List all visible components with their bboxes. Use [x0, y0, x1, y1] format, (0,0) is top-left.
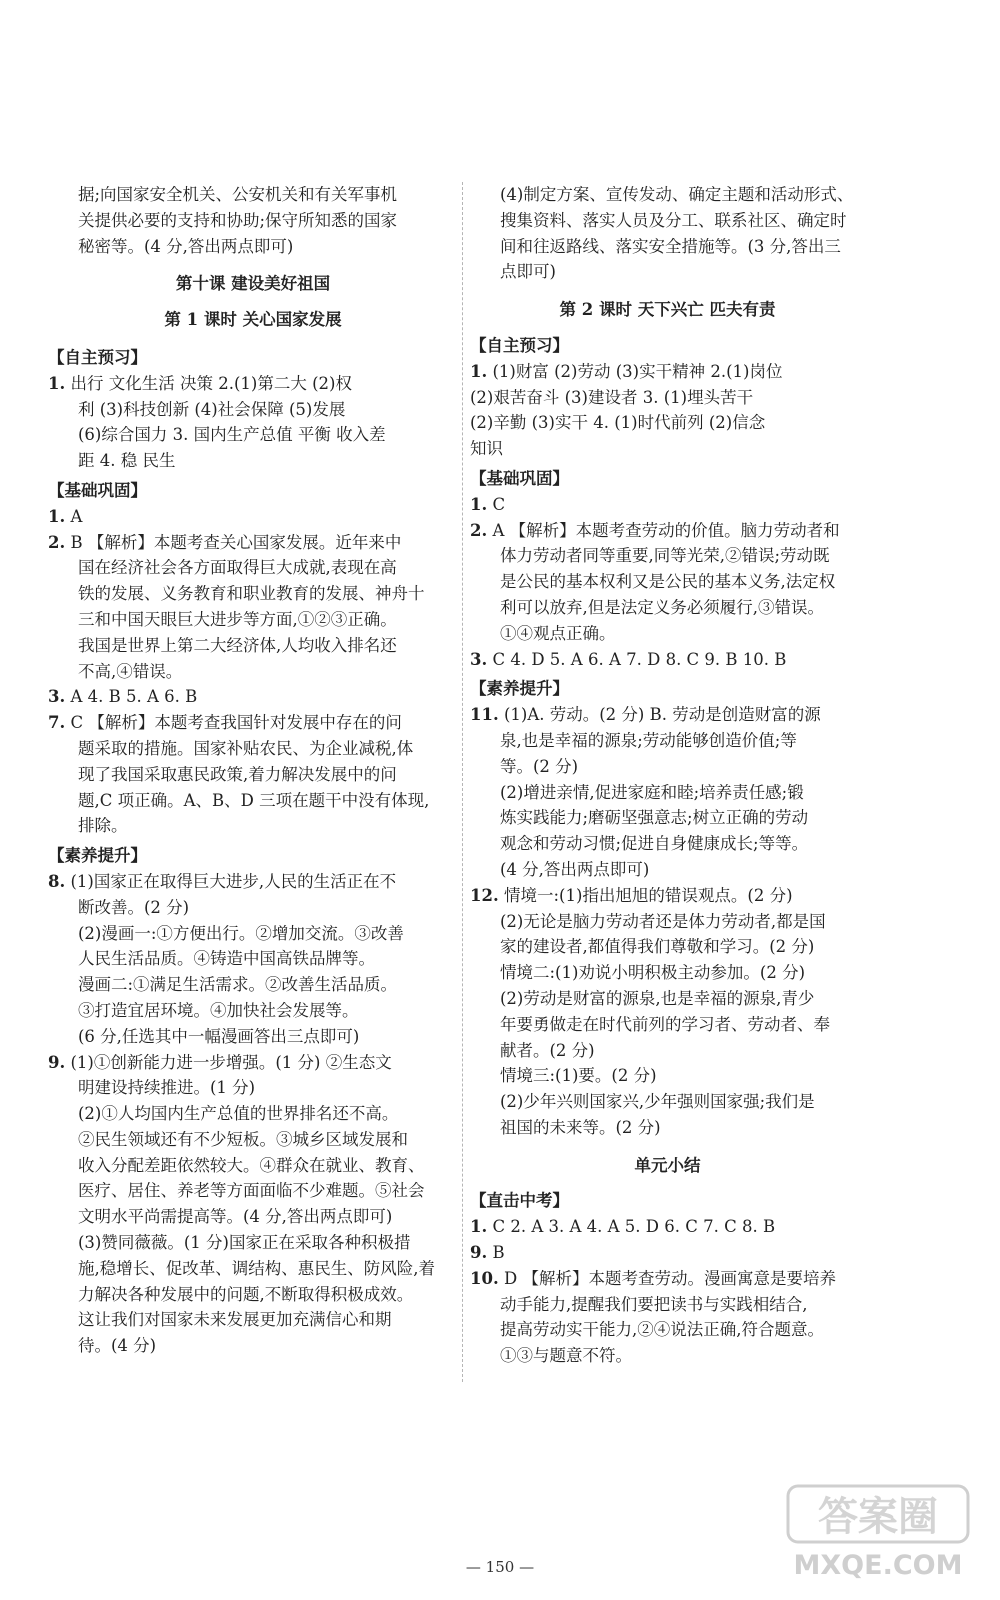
- right-line: [470, 208, 865, 234]
- left-line: [48, 1282, 458, 1308]
- line-text: 医疗、居住、养老等方面面临不少难题。⑤社会: [78, 1181, 425, 1201]
- line-text: 排除。: [78, 816, 128, 836]
- right-line: [470, 595, 865, 621]
- line-text: 关提供必要的支持和协助;保守所知悉的国家: [78, 210, 398, 230]
- right-line: [470, 1292, 865, 1318]
- line-text: 【素养提升】: [470, 679, 569, 699]
- line-text: ③打造宜居环境。④加快社会发展等。: [78, 1000, 359, 1020]
- right-line: [470, 569, 865, 595]
- right-line: [470, 234, 865, 260]
- line-text: 情境一:(1)指出旭旭的错误观点。(2 分): [498, 885, 793, 905]
- line-text: B: [487, 1243, 505, 1263]
- line-text: (1)国家正在取得巨大进步,人民的生活正在不: [65, 871, 397, 891]
- left-line: [48, 869, 458, 895]
- right-line: [470, 1063, 865, 1089]
- right-line: [470, 780, 865, 806]
- right-line: [470, 1343, 865, 1369]
- line-text: 知识: [470, 439, 503, 459]
- right-line: [470, 934, 865, 960]
- line-text: 断改善。(2 分): [78, 897, 190, 917]
- left-line: [48, 921, 458, 947]
- question-number: 1.: [48, 506, 66, 526]
- line-text: (2)少年兴则国家兴,少年强则国家强;我们是: [500, 1092, 815, 1112]
- right-line: [470, 676, 865, 702]
- question-number: 9.: [48, 1052, 66, 1072]
- left-line: [48, 504, 458, 530]
- line-text: 我国是世界上第二大经济体,人均收入排名还: [78, 635, 397, 655]
- left-line: [48, 307, 458, 333]
- left-line: [48, 1024, 458, 1050]
- line-text: D 【解析】本题考查劳动。漫画寓意是要培养: [498, 1268, 836, 1288]
- line-text: 【基础巩固】: [470, 468, 569, 488]
- line-text: 【素养提升】: [48, 846, 147, 866]
- left-line: [48, 762, 458, 788]
- right-line: [470, 410, 865, 436]
- line-text: 利可以放弃,但是法定义务必须履行,③错误。: [500, 597, 824, 617]
- line-text: 漫画二:①满足生活需求。②改善生活品质。: [78, 975, 398, 995]
- line-text: 泉,也是幸福的源泉;劳动能够创造价值;等: [500, 730, 797, 750]
- left-line: [48, 581, 458, 607]
- line-text: (3)赞同薇薇。(1 分)国家正在采取各种积极措: [78, 1233, 411, 1253]
- right-line: [470, 1012, 865, 1038]
- question-number: 12.: [470, 885, 499, 905]
- line-text: 三和中国天眼巨大进步等方面,①②③正确。: [78, 609, 397, 629]
- right-line: [470, 1240, 865, 1266]
- line-text: 据;向国家安全机关、公安机关和有关军事机: [78, 185, 398, 204]
- left-line: [48, 1333, 458, 1359]
- question-number: 1.: [470, 1217, 488, 1237]
- left-line: [48, 607, 458, 633]
- line-text: 第 2 课时 天下兴亡 匹夫有责: [559, 300, 776, 320]
- right-line: [470, 1188, 865, 1214]
- line-text: 祖国的未来等。(2 分): [500, 1117, 661, 1137]
- line-text: 出行 文化生活 决策 2.(1)第二大 (2)权: [65, 373, 352, 393]
- question-number: 2.: [48, 532, 66, 552]
- left-line: [48, 530, 458, 556]
- left-line: [48, 1050, 458, 1076]
- right-line: [470, 1038, 865, 1064]
- line-text: 观念和劳动习惯;促进自身健康成长;等等。: [500, 834, 809, 854]
- line-text: 单元小结: [634, 1155, 701, 1175]
- line-text: 间和往返路线、落实安全措施等。(3 分,答出三: [500, 236, 841, 256]
- right-line: [470, 182, 865, 208]
- line-text: (2)漫画一:①方便出行。②增加交流。③改善: [78, 923, 404, 943]
- question-number: 3.: [48, 687, 66, 707]
- line-text: ①③与题意不符。: [500, 1346, 632, 1366]
- line-text: 施,稳增长、促改革、调结构、惠民生、防风险,着: [78, 1258, 435, 1278]
- right-line: [470, 466, 865, 492]
- line-text: 情境二:(1)劝说小明积极主动参加。(2 分): [500, 963, 806, 983]
- question-number: 7.: [48, 713, 66, 733]
- line-text: (4 分,答出两点即可): [500, 859, 650, 879]
- line-text: 【基础巩固】: [48, 480, 147, 500]
- line-text: (2)①人均国内生产总值的世界排名还不高。: [78, 1104, 399, 1124]
- line-text: C 【解析】本题考查我国针对发展中存在的问: [65, 713, 402, 733]
- line-text: 不高,④错误。: [78, 661, 183, 681]
- left-line: [48, 478, 458, 504]
- line-text: (6 分,任选其中一幅漫画答出三点即可): [78, 1026, 360, 1046]
- line-text: 这让我们对国家未来发展更加充满信心和期: [78, 1310, 392, 1330]
- line-text: (2)艰苦奋斗 (3)建设者 3. (1)埋头苦干: [470, 387, 754, 407]
- line-text: 距 4. 稳 民生: [78, 451, 176, 471]
- right-line: [470, 1115, 865, 1141]
- left-line: [48, 972, 458, 998]
- right-line: [470, 754, 865, 780]
- left-line: [48, 397, 458, 423]
- page-number: — 150 —: [465, 1558, 535, 1576]
- right-line: [470, 805, 865, 831]
- watermark-logo-text: 答案圈: [818, 1494, 938, 1540]
- line-text: 第 1 课时 关心国家发展: [164, 310, 342, 330]
- question-number: 2.: [470, 520, 488, 540]
- question-number: 9.: [470, 1243, 488, 1263]
- watermark-url: MXQE.COM: [793, 1550, 963, 1581]
- line-text: 【自主预习】: [470, 335, 569, 355]
- left-line: [48, 422, 458, 448]
- left-line: [48, 736, 458, 762]
- line-text: 题,C 项正确。A、B、D 三项在题干中没有体现,: [78, 790, 430, 810]
- left-line: [48, 813, 458, 839]
- right-line: [470, 518, 865, 544]
- line-text: (1)财富 (2)劳动 (3)实干精神 2.(1)岗位: [487, 361, 783, 381]
- line-text: 【直击中考】: [470, 1191, 569, 1211]
- line-text: 提高劳动实干能力,②④说法正确,符合题意。: [500, 1320, 824, 1340]
- line-text: A 【解析】本题考查劳动的价值。脑力劳动者和: [487, 520, 840, 540]
- right-line: [470, 436, 865, 462]
- question-number: 3.: [470, 649, 488, 669]
- left-line: [48, 1127, 458, 1153]
- left-line: [48, 1178, 458, 1204]
- line-text: A: [65, 506, 83, 526]
- line-text: (2)劳动是财富的源泉,也是幸福的源泉,青少: [500, 988, 815, 1008]
- question-number: 1.: [470, 361, 488, 381]
- left-line: [48, 1075, 458, 1101]
- line-text: 人民生活品质。④铸造中国高铁品牌等。: [78, 949, 375, 969]
- line-text: B 【解析】本题考查关心国家发展。近年来中: [65, 532, 402, 552]
- line-text: (6)综合国力 3. 国内生产总值 平衡 收入差: [78, 425, 386, 445]
- line-text: ①④观点正确。: [500, 623, 616, 643]
- line-text: 力解决各种发展中的问题,不断取得积极成效。: [78, 1284, 414, 1304]
- line-text: 动手能力,提醒我们要把读书与实践相结合,: [500, 1294, 808, 1314]
- left-line: [48, 1230, 458, 1256]
- line-text: 【自主预习】: [48, 347, 147, 367]
- question-number: 1.: [470, 494, 488, 514]
- line-text: ②民生领域还有不少短板。③城乡区域发展和: [78, 1129, 408, 1149]
- right-line: [470, 883, 865, 909]
- right-line: [470, 831, 865, 857]
- right-line: [470, 1266, 865, 1292]
- right-line: [470, 1153, 865, 1179]
- right-line: [470, 857, 865, 883]
- line-text: 文明水平尚需提高等。(4 分,答出两点即可): [78, 1207, 393, 1227]
- right-line: [470, 621, 865, 647]
- right-line: [470, 647, 865, 673]
- line-text: C: [487, 494, 506, 514]
- left-line: [48, 208, 458, 234]
- line-text: (1)A. 劳动。(2 分) B. 劳动是创造财富的源: [498, 705, 821, 725]
- line-text: 利 (3)科技创新 (4)社会保障 (5)发展: [78, 399, 346, 419]
- right-line: [470, 385, 865, 411]
- right-line: [470, 960, 865, 986]
- line-text: 家的建设者,都值得我们尊敬和学习。(2 分): [500, 937, 815, 957]
- left-line: [48, 555, 458, 581]
- line-text: 现了我国采取惠民政策,着力解决发展中的问: [78, 764, 397, 784]
- question-number: 8.: [48, 871, 66, 891]
- line-text: (1)①创新能力进一步增强。(1 分) ②生态文: [65, 1052, 392, 1072]
- left-line: [48, 843, 458, 869]
- right-line: [470, 259, 865, 285]
- column-divider: [462, 182, 463, 1382]
- left-line: [48, 788, 458, 814]
- left-line: [48, 1153, 458, 1179]
- right-line: [470, 909, 865, 935]
- right-line: [470, 1214, 865, 1240]
- watermark-logo: [778, 1480, 983, 1585]
- left-line: [48, 998, 458, 1024]
- line-text: 点即可): [500, 262, 556, 282]
- line-text: C 2. A 3. A 4. A 5. D 6. C 7. C 8. B: [487, 1217, 776, 1237]
- line-text: 搜集资料、落实人员及分工、联系社区、确定时: [500, 210, 847, 230]
- left-line: [48, 684, 458, 710]
- line-text: 国在经济社会各方面取得巨大成就,表现在高: [78, 558, 397, 578]
- question-number: 11.: [470, 705, 499, 725]
- left-line: [48, 1101, 458, 1127]
- line-text: 情境三:(1)要。(2 分): [500, 1066, 657, 1086]
- line-text: 献者。(2 分): [500, 1040, 595, 1060]
- right-column: [470, 182, 865, 1369]
- line-text: (2)辛勤 (3)实干 4. (1)时代前列 (2)信念: [470, 413, 766, 433]
- right-line: [470, 986, 865, 1012]
- left-line: [48, 1307, 458, 1333]
- left-line: [48, 1204, 458, 1230]
- right-line: [470, 1089, 865, 1115]
- right-line: [470, 492, 865, 518]
- line-text: 是公民的基本权利又是公民的基本义务,法定权: [500, 572, 836, 592]
- left-line: [48, 710, 458, 736]
- right-line: [470, 702, 865, 728]
- left-line: [48, 371, 458, 397]
- right-line: [470, 333, 865, 359]
- left-line: [48, 633, 458, 659]
- line-text: 待。(4 分): [78, 1336, 157, 1356]
- left-line: [48, 234, 458, 260]
- left-column: [48, 182, 458, 1359]
- line-text: 等。(2 分): [500, 756, 579, 776]
- line-text: 秘密等。(4 分,答出两点即可): [78, 236, 294, 256]
- right-line: [470, 1317, 865, 1343]
- line-text: 题采取的措施。国家补贴农民、为企业减税,体: [78, 738, 414, 758]
- line-text: A 4. B 5. A 6. B: [65, 687, 198, 707]
- right-line: [470, 297, 865, 323]
- line-text: C 4. D 5. A 6. A 7. D 8. C 9. B 10. B: [487, 649, 787, 669]
- line-text: 年要勇做走在时代前列的学习者、劳动者、奉: [500, 1014, 830, 1034]
- line-text: 收入分配差距依然较大。④群众在就业、教育、: [78, 1155, 425, 1175]
- right-line: [470, 359, 865, 385]
- left-line: [48, 271, 458, 297]
- line-text: (2)无论是脑力劳动者还是体力劳动者,都是国: [500, 911, 826, 931]
- line-text: 铁的发展、义务教育和职业教育的发展、神舟十: [78, 584, 425, 604]
- line-text: (4)制定方案、宣传发动、确定主题和活动形式、: [500, 185, 854, 204]
- right-line: [470, 543, 865, 569]
- question-number: 1.: [48, 373, 66, 393]
- question-number: 10.: [470, 1268, 499, 1288]
- line-text: (2)增进亲情,促进家庭和睦;培养责任感;锻: [500, 782, 804, 802]
- left-line: [48, 895, 458, 921]
- left-line: [48, 182, 458, 208]
- left-line: [48, 659, 458, 685]
- right-line: [470, 728, 865, 754]
- left-line: [48, 946, 458, 972]
- line-text: 体力劳动者同等重要,同等光荣,②错误;劳动既: [500, 546, 830, 566]
- left-line: [48, 448, 458, 474]
- line-text: 第十课 建设美好祖国: [175, 274, 331, 294]
- left-line: [48, 345, 458, 371]
- left-line: [48, 1256, 458, 1282]
- line-text: 明建设持续推进。(1 分): [78, 1078, 256, 1098]
- line-text: 炼实践能力;磨砺坚强意志;树立正确的劳动: [500, 808, 809, 828]
